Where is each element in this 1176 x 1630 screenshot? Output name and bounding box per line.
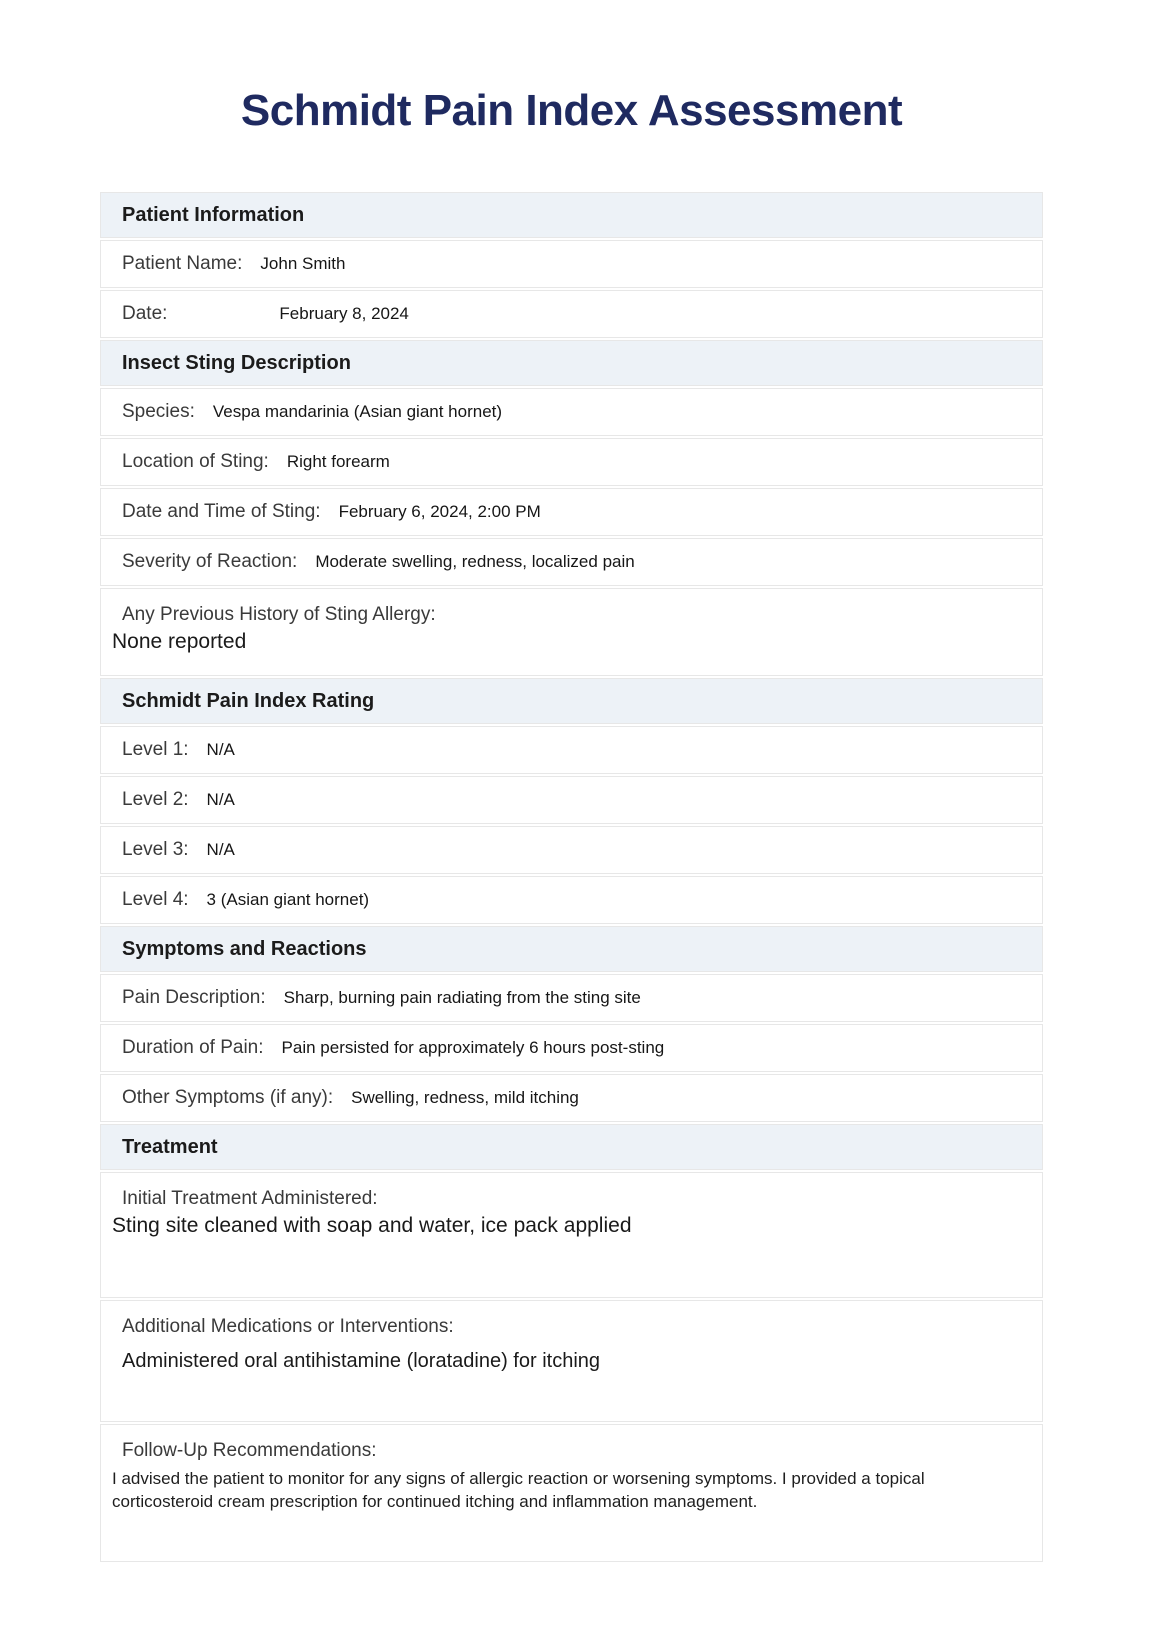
field-label: Severity of Reaction: bbox=[122, 551, 298, 573]
field-value: Right forearm bbox=[286, 452, 390, 472]
field-label: Date: bbox=[122, 303, 168, 325]
section-header-symptoms-and-reactions bbox=[100, 926, 1043, 972]
field-value: None reported bbox=[112, 630, 247, 654]
field-value: Sting site cleaned with soap and water, ice pack applied bbox=[112, 1214, 632, 1238]
field-value: February 8, 2024 bbox=[279, 304, 409, 324]
table-row-initial-treatment bbox=[100, 1172, 1043, 1298]
field-label: Patient Name: bbox=[122, 253, 243, 275]
section-header-insect-sting-description bbox=[100, 340, 1043, 386]
table-row-level-2 bbox=[100, 776, 1043, 824]
field-value: N/A bbox=[206, 740, 235, 760]
table-row-additional-medications bbox=[100, 1300, 1043, 1422]
field-value: Sharp, burning pain radiating from the sting site bbox=[283, 988, 641, 1008]
field-value: N/A bbox=[206, 790, 235, 810]
table-row-species bbox=[100, 388, 1043, 436]
table-row-followup-recommendations bbox=[100, 1424, 1043, 1562]
field-label: Pain Description: bbox=[122, 987, 266, 1009]
field-label: Date and Time of Sting: bbox=[122, 501, 321, 523]
assessment-form bbox=[100, 192, 1043, 1562]
section-header-label: Patient Information bbox=[122, 203, 305, 226]
field-label: Follow-Up Recommendations: bbox=[122, 1440, 377, 1462]
section-header-label: Treatment bbox=[122, 1135, 218, 1158]
field-label: Species: bbox=[122, 401, 195, 423]
field-value: I advised the patient to monitor for any signs of allergic reaction or worsening symptoms. I provided a topical corticosteroid cream prescription for continued itching and inflammation management. bbox=[112, 1469, 925, 1512]
field-value: Administered oral antihistamine (loratadine) for itching bbox=[122, 1350, 601, 1373]
table-row-severity-of-reaction bbox=[100, 538, 1043, 586]
table-row-patient-name bbox=[100, 240, 1043, 288]
table-row-duration-of-pain bbox=[100, 1024, 1043, 1072]
field-value: February 6, 2024, 2:00 PM bbox=[338, 502, 541, 522]
field-label: Level 3: bbox=[122, 839, 189, 861]
field-label: Duration of Pain: bbox=[122, 1037, 264, 1059]
field-label: Any Previous History of Sting Allergy: bbox=[122, 604, 436, 626]
table-row-location-of-sting bbox=[100, 438, 1043, 486]
table-row-level-4 bbox=[100, 876, 1043, 924]
field-label: Initial Treatment Administered: bbox=[122, 1188, 378, 1210]
document-page bbox=[100, 0, 1043, 1562]
table-row-level-3 bbox=[100, 826, 1043, 874]
field-label: Level 2: bbox=[122, 789, 189, 811]
section-header-treatment bbox=[100, 1124, 1043, 1170]
page-title: Schmidt Pain Index Assessment bbox=[240, 86, 903, 135]
section-header-label: Symptoms and Reactions bbox=[122, 937, 367, 960]
field-value: Moderate swelling, redness, localized pain bbox=[315, 552, 635, 572]
field-label: Level 1: bbox=[122, 739, 189, 761]
section-header-schmidt-pain-index-rating bbox=[100, 678, 1043, 724]
field-label: Level 4: bbox=[122, 889, 189, 911]
table-row-date bbox=[100, 290, 1043, 338]
table-row-pain-description bbox=[100, 974, 1043, 1022]
field-value: Swelling, redness, mild itching bbox=[351, 1088, 579, 1108]
table-row-level-1 bbox=[100, 726, 1043, 774]
field-label: Location of Sting: bbox=[122, 451, 269, 473]
field-value: 3 (Asian giant hornet) bbox=[206, 890, 370, 910]
section-header-label: Insect Sting Description bbox=[122, 351, 351, 374]
field-value: N/A bbox=[206, 840, 235, 860]
field-value: John Smith bbox=[260, 254, 346, 274]
field-value: Vespa mandarinia (Asian giant hornet) bbox=[212, 402, 503, 422]
section-header-label: Schmidt Pain Index Rating bbox=[122, 689, 375, 712]
field-value: Pain persisted for approximately 6 hours post-sting bbox=[281, 1038, 665, 1058]
table-row-other-symptoms bbox=[100, 1074, 1043, 1122]
field-label: Other Symptoms (if any): bbox=[122, 1087, 334, 1109]
table-row-date-time-of-sting bbox=[100, 488, 1043, 536]
section-header-patient-information bbox=[100, 192, 1043, 238]
field-label: Additional Medications or Interventions: bbox=[122, 1316, 454, 1338]
table-row-sting-allergy-history bbox=[100, 588, 1043, 676]
